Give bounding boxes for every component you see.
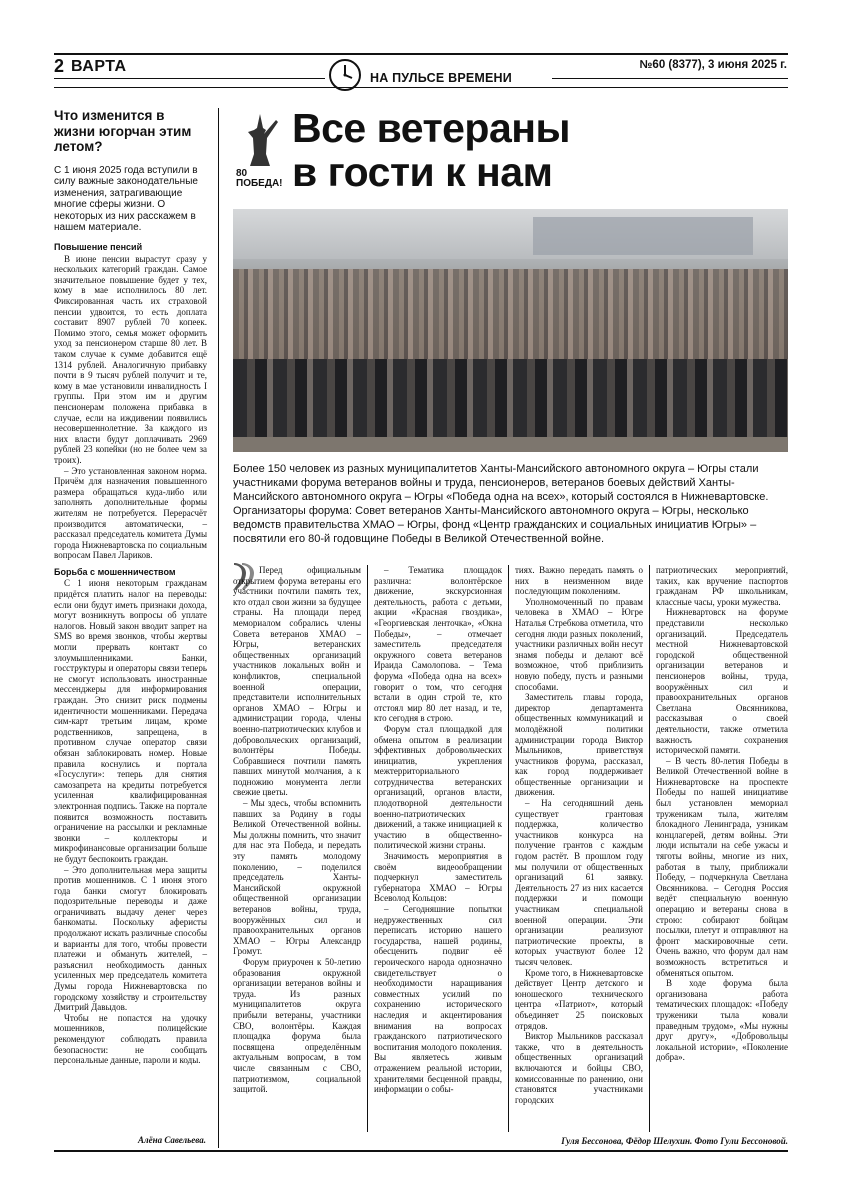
article-paragraph: Виктор Мыльников рассказал также, что в деятельность общественных организаций включаются и бойцы СВО, комиссованные по ранению, они становятся участниками городских	[515, 1031, 643, 1105]
page-number: 2	[54, 56, 65, 76]
paper-name: ВАРТА	[71, 58, 127, 75]
sidebar-signature: Алёна Савельева.	[137, 1135, 206, 1145]
article-paragraph: тиях. Важно передать память о них в неизменном виде последующим поколениям.	[515, 565, 643, 597]
sidebar	[54, 108, 207, 1143]
sidebar-paragraph: – Это дополнительная мера защиты против мошенников. С 1 июня этого года банки смогут блокировать подозрительные переводы и даже ограничивать выдачу денег через банкоматы. Поскольку аферисты продолжают искать различные способы и варианты для того, чтобы провести платежи и обмануть жителей, – разъяснил необходимость данных усиленных мер председатель комитета Думы города Нижневартовска по городскому хозяйству и строительству Дмитрий Давыдов.	[54, 864, 207, 1013]
article-paragraph: Значимость мероприятия в своём видеообращении подчеркнул заместитель губернатора ХМАО – Югры Всеволод Кольцов:	[374, 851, 502, 904]
header-left-rule	[54, 78, 325, 79]
column-divider	[508, 565, 509, 1132]
article-paragraph: – На сегодняшний день существует грантовая поддержка, количество участников конкурса на получение грантов с каждым годом растёт. В прошлом году мы получили от общественных организаций 61 заявку. Деятельность 27 из них касается поддержки и помощи участникам специальной военной операции. Эти организации реализуют патриотические проекты, в которых участвуют более 12 тысяч человек.	[515, 798, 643, 967]
photo-crowd	[233, 269, 788, 359]
article-paragraph: Форум стал площадкой для обмена опытом в реализации эффективных добровольческих инициатив, укрепления межтерриториального сотрудничества ветеранских организаций, органов власти, плодотворной деятельности военно-патриотических движений, а также инициацией к участию в общественно-политической жизни страны.	[374, 723, 502, 851]
article-paragraph: патриотических мероприятий, таких, как вручение паспортов гражданам РФ школьникам, классные часы, уроки мужества.	[656, 565, 788, 607]
sidebar-paragraph: С 1 июня некоторым гражданам придётся платить налог на переводы: если они будут иметь признаки дохода, могут возникнуть вопросы об уплате налогов. Новый закон вводит запрет на SMS во время звонков, чтобы жертвы могли прервать контакт со злоумышленниками. Банки, госструктуры и операторы связи теперь не смогут использовать иностранные мессенджеры для информирования граждан. Это снизит риск подмены идентичности мошенниками. Передача сим-карт третьим лицам, кроме родственников, запрещена, в противном случае оператор связи обязан заблокировать номер. Новые правила коснулись и портала «Госуслуги»: теперь для снятия самозапрета на кредиты потребуется усиленная квалифицированная электронная подпись. Также на портале появится возможность поставить ограничение на рассылки и рекламные звонки – коллекторы и микрофинансовые организации больше не будут беспокоить граждан.	[54, 578, 207, 864]
photo-floor	[233, 437, 788, 452]
article-paragraph: Перед официальным открытием форума ветераны его участники почтили память тех, кто отдал свои жизни за будущее страны. На площади перед мемориалом собрались члены Совета ветеранов ХМАО – Югры, ветеранских общественных организаций участников локальных войн и конфликтов, специальной военной операции, представители исполнительных органов ХМАО – Югры и администрации города, члены военно-патриотических клубов и добровольческих организаций, волонтёры Победы. Собравшиеся почтили память павших минутой молчания, а к подножию монумента легли свежие цветы.	[233, 565, 361, 798]
column-divider	[218, 108, 219, 1148]
article-credit: Гуля Бессонова, Фёдор Шелухин. Фото Гули Бессоновой.	[561, 1136, 788, 1146]
sidebar-lead: С 1 июня 2025 года вступили в силу важные законодательные изменения, затрагивающие многие сферы жизни. О некоторых из них расскажем в нашем материале.	[54, 164, 198, 234]
article-lead: Более 150 человек из разных муниципалитетов Ханты-Мансийского автономного округа – Югры стали участниками форума ветеранов войны и труда, пенсионеров, ветеранов боевых действий Ханты-Мансийского автономного округа – Югры «Победа одна на всех», который состоялся в Нижневартовске. Организаторы форума: Совет ветеранов Ханты-Мансийского автономного округа – Югры, несколько ведомств правительства ХМАО – Югры, фонд «Центр гражданских и социальных инициатив Югры» – посвятили его 80-й годовщине Победы в Великой Отечественной войне.	[233, 463, 769, 545]
sidebar-body	[54, 242, 207, 1066]
article-paragraph: Заместитель главы города, директор департамента общественных коммуникаций и молодёжной политики администрации города Виктор Мыльников, приветствуя участников форума, рассказал, как город поддерживает общественные организации и движения.	[515, 692, 643, 798]
article-paragraph: – Мы здесь, чтобы вспомнить павших за Родину в годы Великой Отечественной войны. Мы должны помнить, что значит для нас эта Победа, и передать эту память молодому поколению, – поделился председатель Ханты-Мансийской окружной общественной организации ветеранов войны, труда, вооружённых сил и правоохранительных органов ХМАО – Югры Александр Громут.	[233, 798, 361, 957]
headline-line-2: в гости к нам	[292, 149, 553, 195]
article-paragraph: В ходе форума была организована работа тематических площадок: «Победу труженики тыла ковали праведным трудом», «Мы нужны друг другу», «Добровольцы локальной истории», «Поколение добра».	[656, 978, 788, 1063]
section-title: НА ПУЛЬСЕ ВРЕМЕНИ	[370, 71, 512, 85]
article-paragraph: Форум приурочен к 50-летию образования окружной организации ветеранов войны и труда. Из разных муниципалитетов округа прибыли ветераны, участники СВО, волонтёры. Каждая площадка форума была посвящена определённым актуальным вопросам, в том числе связанным с СВО, патриотизмом, социальной защитой.	[233, 956, 361, 1095]
forum-group-photo	[233, 209, 788, 452]
victory-badge-text: 80 ПОБЕДА!	[236, 168, 283, 189]
article-paragraph: Уполномоченный по правам человека в ХМАО – Югре Наталья Стребкова отметила, что сегодня люди разных поколений, участники различных войн несут знамя победы и делают всё возможное, чтоб приблизить новую победу, пусть и разными способами.	[515, 596, 643, 692]
article-paragraph: Нижневартовск на форуме представили несколько организаций. Председатель местной Нижневартовской городской общественной организации ветеранов и пенсионеров войны, труда, вооружённых сил и правоохранительных органов Светлана Овсянникова, рассказывая о своей деятельности, также отметила важность сохранения исторической памяти.	[656, 607, 788, 756]
sidebar-paragraph: В июне пенсии вырастут сразу у нескольких категорий граждан. Самое значительное повышение будет у тех, кому в мае исполнилось 80 лет. Фиксированная часть их страховой пенсии удвоится, то есть доплата составит 8907 рублей 70 копеек. Помимо этого, семья может оформить уход за пенсионером старше 80 лет. В таком случае к сумме добавится ещё 1314 рублей. Аналогичную прибавку почти в 9 тысяч рублей получит и те, кому в мае установили инвалидность I группы. При этом им и другим пенсионерам положена прибавка в случае, если на иждивении появились несовершеннолетние. За каждого из них власти будут доплачивать 2969 рублей 23 копейки (но не более чем за троих).	[54, 253, 207, 465]
article-column-1	[233, 565, 361, 1095]
article-paragraph: – В честь 80-летия Победы в Великой Отечественной войне в Нижневартовске на проспекте Победы по нашей инициативе был установлен мемориал труженикам тыла, жителям блокадного Ленинграда, узникам концлагерей, детям войны. Эти люди испытали на себе ужасы и тяготы войны, многие из них, работая в тылу, приближали Победу, – подчеркнула Светлана Овсянникова. – Сегодня Россия ведёт специальную военную операцию и ветераны снова в строю: собирают бойцам посылки, плетут и отправляют на фронт маскировочные сети. Очень важно, что форум дал нам возможность встретиться и обменяться опытом.	[656, 755, 788, 978]
headline	[292, 106, 570, 194]
header-right-rule	[552, 78, 788, 79]
column-divider	[649, 565, 650, 1132]
column-divider	[367, 565, 368, 1132]
sidebar-subheading: Борьба с мошенничеством	[54, 566, 176, 577]
article-paragraph: – Тематика площадок различна: волонтёрское движение, экскурсионная деятельность, работа с детьми, акции «Красная гвоздика», «Георгиевская ленточка», «Окна Победы», – отмечает заместитель председателя окружного совета ветеранов Ираида Самолопова. – Тема форума «Победа одна на всех» говорит о том, что сегодня встали в один строй те, кто отстоял мир 80 лет назад, и те, кто сегодня в строю.	[374, 565, 502, 724]
sidebar-subheading: Повышение пенсий	[54, 242, 143, 253]
issue-info: №60 (8377), 3 июня 2025 г.	[639, 59, 787, 71]
header-bottom-rule	[54, 87, 788, 88]
sidebar-title: Что изменится в жизни югорчан этим летом?	[54, 108, 192, 154]
article-column-2	[374, 565, 502, 1095]
sidebar-paragraph: – Это установленная законом норма. Причём для назначения повышенного размера обращаться куда-либо или заполнять дополнительные формы жителям не потребуется. Перерасчёт производится автоматически, – рассказал председатель комитета Думы города Нижневартовска по социальным вопросам Павел Лариков.	[54, 465, 207, 561]
article-paragraph: – Сегодняшние попытки недружественных сил переписать историю нашего государства, нашей родины, обесценить подвиг её героического народа однозначно свидетельствует о необходимости наращивания совместных усилий по сохранению исторического наследия и акцентирования внимания на вопросах гражданского патриотического воспитания молодого поколения. Вы являетесь живым отражением реальной истории, хранителями бесценной правды, информации о собы-	[374, 904, 502, 1095]
headline-line-1: Все ветераны	[292, 105, 571, 151]
photo-banner	[533, 217, 753, 255]
victory-monument-icon	[236, 112, 284, 202]
article-paragraph: Кроме того, в Нижневартовске действует Центр детского и юношеского технического центра «Патриот», который объединяет 25 поисковых отрядов.	[515, 967, 643, 1031]
article-column-4	[656, 565, 788, 1063]
header-top-rule	[54, 53, 788, 55]
article-column-3	[515, 565, 643, 1105]
footer-rule	[54, 1150, 788, 1152]
sidebar-paragraph: Чтобы не попастся на удочку мошенников, полицейские рекомендуют соблюдать правила безопасности: не сообщать персональные данные, пароли и коды.	[54, 1012, 207, 1066]
